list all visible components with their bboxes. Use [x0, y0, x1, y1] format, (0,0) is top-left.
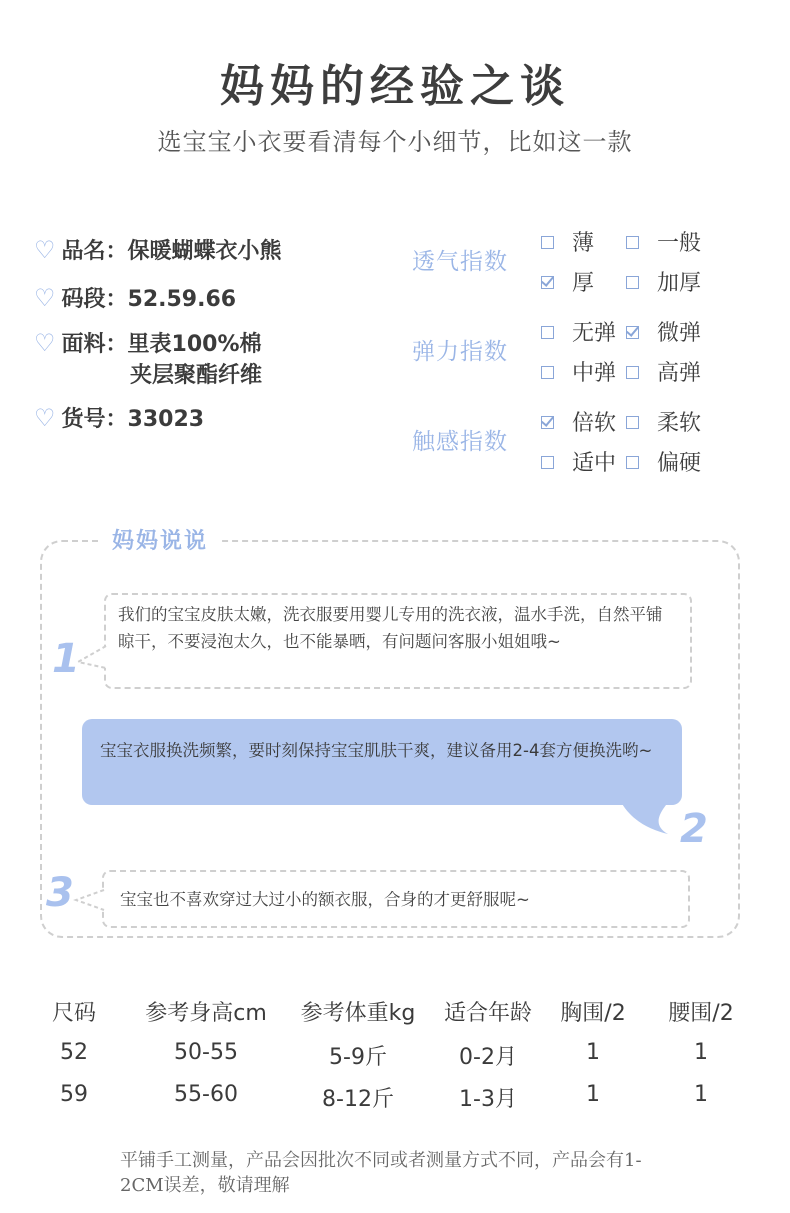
table-header-cell: 胸围/2 — [560, 1001, 626, 1026]
page-subtitle: 选宝宝小衣要看清每个小细节，比如这一款 — [157, 128, 633, 156]
page-title: 妈妈的经验之谈 — [220, 61, 570, 112]
info-fabric: ♡ 面料：里表100%棉 — [34, 329, 262, 357]
tip-bubble-2: 宝宝衣服换洗频繁，要时刻保持宝宝肌肤干爽，建议备用2-4套方便换洗哟~ — [82, 719, 682, 805]
info-fabric-line2: 夹层聚酯纤维 — [130, 363, 263, 388]
heart-icon: ♡ — [34, 284, 56, 312]
table-header-cell: 腰围/2 — [668, 1001, 734, 1026]
index-option-label: 无弹 — [572, 321, 617, 346]
table-header-cell: 尺码 — [51, 1001, 96, 1026]
unchecked-box-icon — [626, 416, 639, 429]
index-option — [626, 446, 701, 477]
unchecked-box-icon — [626, 366, 639, 379]
checked-box-icon — [626, 326, 639, 339]
index-option — [541, 316, 616, 347]
heart-icon: ♡ — [34, 404, 56, 432]
table-cell: 0-2月 — [459, 1045, 517, 1070]
unchecked-box-icon — [541, 366, 554, 379]
index-option — [541, 226, 594, 257]
table-cell: 8-12斤 — [322, 1087, 394, 1112]
index-option-label: 微弹 — [657, 321, 702, 346]
table-cell: 50-55 — [174, 1040, 238, 1065]
table-cell: 52 — [60, 1040, 88, 1065]
index-option — [541, 356, 616, 387]
tip-number-3: 3 — [46, 870, 74, 916]
index-option-label: 适中 — [572, 451, 617, 476]
table-header-cell: 参考体重kg — [300, 1001, 416, 1026]
table-header-cell: 参考身高cm — [145, 1001, 267, 1026]
index-option-label: 加厚 — [657, 271, 702, 296]
bubble-tail-3 — [72, 886, 106, 916]
table-cell: 1 — [586, 1082, 600, 1107]
unchecked-box-icon — [626, 276, 639, 289]
tip-bubble-3: 宝宝也不喜欢穿过大过小的额衣服，合身的才更舒服呢~ — [102, 870, 690, 928]
checked-box-icon — [541, 276, 554, 289]
heart-icon: ♡ — [34, 236, 56, 264]
unchecked-box-icon — [626, 236, 639, 249]
unchecked-box-icon — [541, 236, 554, 249]
index-option — [626, 316, 701, 347]
table-cell: 55-60 — [174, 1082, 238, 1107]
unchecked-box-icon — [541, 456, 554, 469]
index-option — [541, 406, 616, 437]
checked-box-icon — [541, 416, 554, 429]
heart-icon: ♡ — [34, 329, 56, 357]
tip-number-2: 2 — [680, 806, 708, 852]
index-label: 透气指数 — [412, 249, 508, 275]
unchecked-box-icon — [626, 456, 639, 469]
info-size: ♡ 码段：52.59.66 — [34, 284, 237, 312]
measurement-note: 平铺手工测量，产品会因批次不同或者测量方式不同，产品会有1-2CM误差，敬请理解 — [120, 1150, 642, 1196]
table-cell: 1 — [586, 1040, 600, 1065]
mom-says-title: 妈妈说说 — [100, 524, 220, 555]
table-cell: 1 — [694, 1040, 708, 1065]
bubble-tail-2 — [610, 800, 670, 840]
index-label: 触感指数 — [412, 429, 508, 455]
tip-bubble-1: 我们的宝宝皮肤太嫩，洗衣服要用婴儿专用的洗衣液，温水手洗，自然平铺晾干，不要浸泡太久，也不能暴晒，有问题问客服小姐姐哦~ — [104, 593, 692, 689]
table-cell: 5-9斤 — [329, 1045, 387, 1070]
index-option-label: 柔软 — [657, 411, 702, 436]
index-option — [541, 266, 594, 297]
tip-number-1: 1 — [52, 636, 80, 682]
index-option — [626, 226, 701, 257]
index-option — [541, 446, 616, 477]
unchecked-box-icon — [541, 326, 554, 339]
index-option-label: 高弹 — [657, 361, 702, 386]
index-option-label: 厚 — [572, 271, 595, 296]
table-cell: 59 — [60, 1082, 88, 1107]
table-header-cell: 适合年龄 — [443, 1001, 532, 1026]
index-option — [626, 356, 701, 387]
index-option — [626, 406, 701, 437]
info-name: ♡ 品名：保暖蝴蝶衣小熊 — [34, 236, 282, 264]
index-option-label: 中弹 — [572, 361, 617, 386]
index-option-label: 倍软 — [572, 411, 617, 436]
index-option-label: 薄 — [572, 231, 595, 256]
index-label: 弹力指数 — [412, 339, 508, 365]
table-cell: 1 — [694, 1082, 708, 1107]
index-option-label: 一般 — [657, 231, 702, 256]
table-cell: 1-3月 — [459, 1087, 517, 1112]
index-option-label: 偏硬 — [657, 451, 702, 476]
index-option — [626, 266, 701, 297]
info-item-no: ♡ 货号：33023 — [34, 404, 205, 432]
